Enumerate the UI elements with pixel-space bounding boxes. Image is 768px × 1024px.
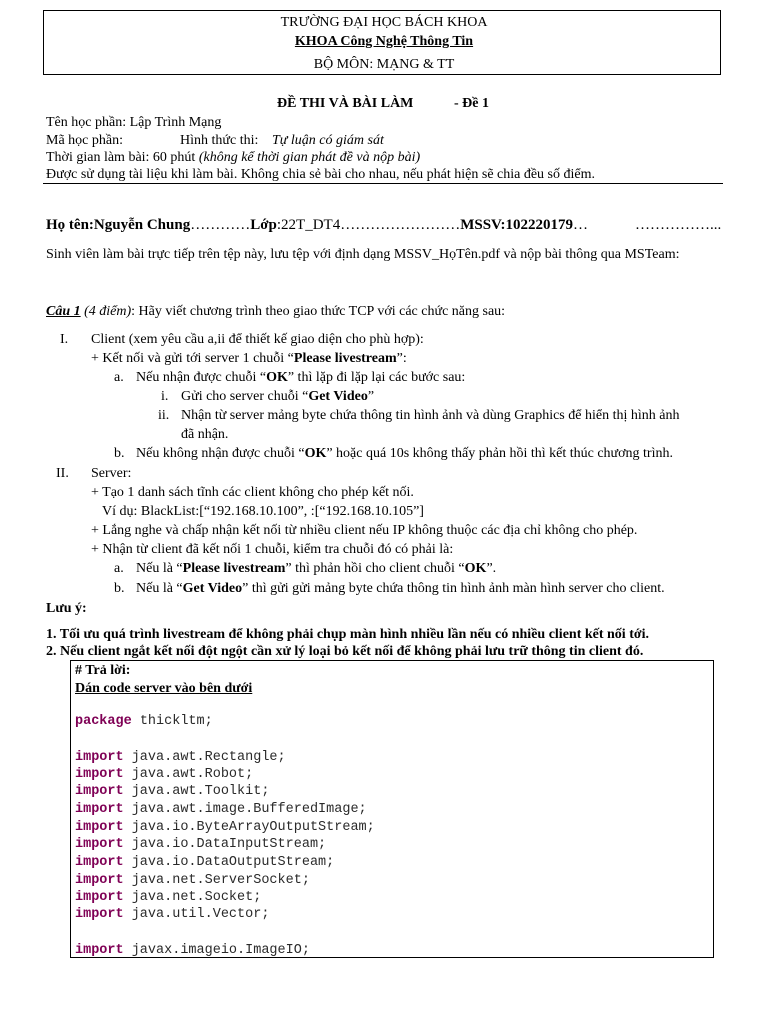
server-number: II. [56, 466, 69, 481]
server-item-2: + Lắng nghe và chấp nhận kết nối từ nhiều client nếu IP không thuộc các địa chỉ không cho phép. [91, 523, 638, 538]
exam-form-value: Tự luận có giám sát [272, 133, 384, 148]
student-info: Họ tên:Nguyễn Chung…………Lớp:22T_DT4……………………MSSV:102220179… [46, 217, 588, 233]
code-line: import java.net.Socket; [75, 890, 262, 905]
client-heading: Client (xem yêu cầu a,ii để thiết kế giao diện cho phù hợp): [91, 332, 424, 347]
divider [43, 183, 723, 184]
server-b-number: b. [114, 581, 125, 596]
client-a-text: Nếu nhận được chuỗi “OK” thì lặp đi lặp lại các bước sau: [136, 370, 466, 385]
course-code-label: Mã học phần: [46, 133, 123, 148]
department-name: BỘ MÔN: MẠNG & TT [313, 57, 455, 72]
exam-form-label: Hình thức thi: [180, 133, 259, 148]
client-i-text: Gửi cho server chuỗi “Get Video” [181, 389, 375, 404]
client-i-number: i. [161, 389, 169, 404]
exam-variant: - Đề 1 [454, 96, 489, 111]
client-ii-line1: Nhận từ server mảng byte chứa thông tin hình ảnh và dùng Graphics để hiển thị hình ảnh [181, 408, 680, 423]
exam-title: ĐỀ THI VÀ BÀI LÀM [277, 96, 414, 111]
client-ii-line2: đã nhận. [181, 427, 229, 442]
client-connect: + Kết nối và gửi tới server 1 chuỗi “Please livestream”: [91, 351, 407, 366]
code-line: import java.awt.image.BufferedImage; [75, 802, 367, 817]
code-line: import javax.imageio.ImageIO; [75, 943, 310, 958]
answer-subheading: Dán code server vào bên dưới [75, 681, 253, 696]
code-line: import java.net.ServerSocket; [75, 873, 310, 888]
server-item-3: + Nhận từ client đã kết nối 1 chuỗi, kiểm tra chuỗi đó có phải là: [91, 542, 454, 557]
exam-rules: Được sử dụng tài liệu khi làm bài. Không chia sẻ bài cho nhau, nếu phát hiện sẽ chia đều số điểm. [46, 167, 596, 182]
code-line: import java.io.DataOutputStream; [75, 855, 335, 870]
client-b-text: Nếu không nhận được chuỗi “OK” hoặc quá 10s không thấy phản hồi thì kết thúc chương trình. [136, 446, 673, 461]
server-a-text: Nếu là “Please livestream” thì phản hồi cho client chuỗi “OK”. [136, 561, 497, 576]
server-item-1: + Tạo 1 danh sách tĩnh các client không cho phép kết nối. [91, 485, 414, 500]
exam-time: Thời gian làm bài: 60 phút (không kể thời gian phát đề và nộp bài) [46, 150, 421, 165]
server-a-number: a. [114, 561, 124, 576]
notes-label: Lưu ý: [46, 601, 87, 616]
code-line: package thickltm; [75, 714, 213, 729]
student-info-trailing: ……………... [635, 217, 722, 233]
code-line: import java.awt.Toolkit; [75, 784, 270, 799]
code-line: import java.awt.Rectangle; [75, 750, 286, 765]
course-name: Tên học phần: Lập Trình Mạng [46, 115, 222, 130]
server-example: Ví dụ: BlackList:[“192.168.10.100”, :[“192.168.10.105”] [102, 504, 424, 519]
note-1: 1. Tối ưu quá trình livestream để không phải chụp màn hình nhiều lần nếu có nhiều client kết nối tới. [46, 627, 649, 642]
question-heading: Câu 1 (4 điểm): Hãy viết chương trình theo giao thức TCP với các chức năng sau: [46, 304, 506, 319]
client-b-number: b. [114, 446, 125, 461]
code-line: import java.io.DataInputStream; [75, 837, 327, 852]
client-number: I. [60, 332, 69, 347]
client-a-number: a. [114, 370, 124, 385]
instruction: Sinh viên làm bài trực tiếp trên tệp này, lưu tệp với định dạng MSSV_HọTên.pdf và nộp bài thông qua MSTeam: [46, 247, 680, 262]
code-line: import java.awt.Robot; [75, 767, 254, 782]
server-heading: Server: [91, 466, 132, 481]
code-line: import java.util.Vector; [75, 907, 270, 922]
note-2: 2. Nếu client ngắt kết nối đột ngột cần xử lý loại bỏ kết nối để không phải lưu trữ thông tin client đó. [46, 644, 644, 659]
university-name: TRƯỜNG ĐẠI HỌC BÁCH KHOA [280, 15, 488, 30]
code-line: import java.io.ByteArrayOutputStream; [75, 820, 375, 835]
server-b-text: Nếu là “Get Video” thì gửi gửi mảng byte chứa thông tin hình ảnh màn hình server cho client. [136, 581, 665, 596]
answer-heading: # Trả lời: [75, 663, 131, 678]
client-ii-number: ii. [158, 408, 170, 423]
faculty-name: KHOA Công Nghệ Thông Tin [294, 34, 474, 49]
